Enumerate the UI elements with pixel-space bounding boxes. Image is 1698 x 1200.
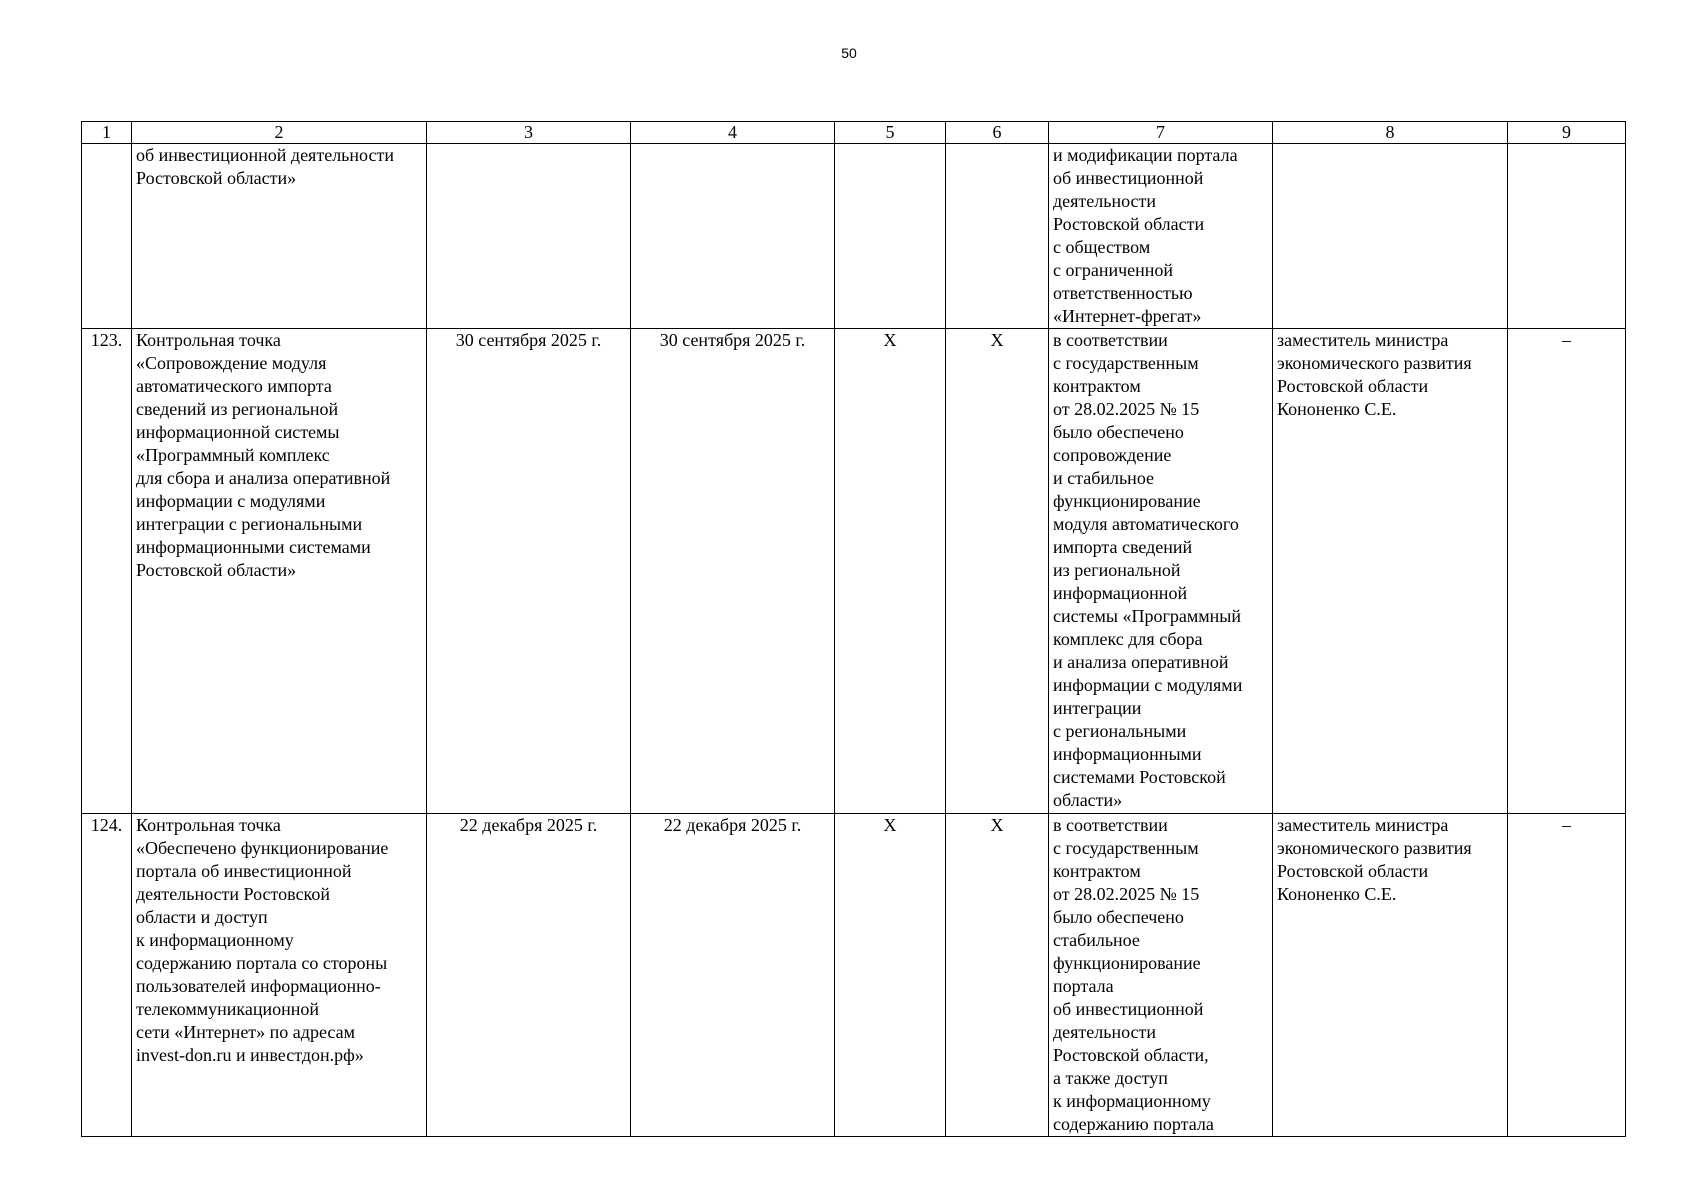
plan-date-cell bbox=[427, 144, 631, 329]
event-name-cell: Контрольная точка «Обеспечено функционирование портала об инвестиционной деятельности Ростовской области и доступ к информационному содержанию портала со стороны пользователей информационно- телекоммуникационной сети «Интернет» по адресам invest-don.ru и инвестдон.рф» bbox=[132, 814, 427, 1137]
col9-cell: – bbox=[1508, 814, 1626, 1137]
header-cell-5: 5 bbox=[835, 122, 946, 144]
fact-date-cell: 22 декабря 2025 г. bbox=[631, 814, 835, 1137]
responsible-cell: заместитель министра экономического развития Ростовской области Кононенко С.Е. bbox=[1273, 329, 1508, 814]
row-number-cell: 124. bbox=[82, 814, 132, 1137]
col9-cell: – bbox=[1508, 329, 1626, 814]
header-cell-4: 4 bbox=[631, 122, 835, 144]
event-name-cell: Контрольная точка «Сопровождение модуля автоматического импорта сведений из региональной информационной системы «Программный комплекс для сбора и анализа оперативной информации с модулями интеграции с региональными информационными системами Ростовской области» bbox=[132, 329, 427, 814]
execution-info-cell: в соответствии с государственным контрактом от 28.02.2025 № 15 было обеспечено сопровождение и стабильное функционирование модуля автоматического импорта сведений из региональной информационной системы «Программный комплекс для сбора и анализа оперативной информации с модулями интеграции с региональными информационными системами Ростовской области» bbox=[1049, 329, 1273, 814]
header-cell-9: 9 bbox=[1508, 122, 1626, 144]
fact-date-cell bbox=[631, 144, 835, 329]
header-cell-1: 1 bbox=[82, 122, 132, 144]
row-number-cell bbox=[82, 144, 132, 329]
col6-cell bbox=[946, 144, 1049, 329]
header-cell-6: 6 bbox=[946, 122, 1049, 144]
fact-date-cell: 30 сентября 2025 г. bbox=[631, 329, 835, 814]
table-header-row bbox=[82, 122, 1626, 144]
responsible-cell bbox=[1273, 144, 1508, 329]
responsible-cell: заместитель министра экономического развития Ростовской области Кононенко С.Е. bbox=[1273, 814, 1508, 1137]
col5-cell bbox=[835, 144, 946, 329]
col6-cell: X bbox=[946, 329, 1049, 814]
control-points-table bbox=[81, 121, 1626, 1137]
table-row bbox=[82, 329, 1626, 814]
page-number: 50 bbox=[841, 45, 857, 61]
table-row bbox=[82, 144, 1626, 329]
row-number-cell: 123. bbox=[82, 329, 132, 814]
plan-date-cell: 30 сентября 2025 г. bbox=[427, 329, 631, 814]
header-cell-8: 8 bbox=[1273, 122, 1508, 144]
execution-info-cell: и модификации портала об инвестиционной деятельности Ростовской области с обществом с ограниченной ответственностью «Интернет-фрегат» bbox=[1049, 144, 1273, 329]
header-cell-3: 3 bbox=[427, 122, 631, 144]
col6-cell: X bbox=[946, 814, 1049, 1137]
header-cell-7: 7 bbox=[1049, 122, 1273, 144]
col5-cell: X bbox=[835, 814, 946, 1137]
event-name-cell: об инвестиционной деятельности Ростовской области» bbox=[132, 144, 427, 329]
table-row bbox=[82, 814, 1626, 1137]
execution-info-cell: в соответствии с государственным контрактом от 28.02.2025 № 15 было обеспечено стабильное функционирование портала об инвестиционной деятельности Ростовской области, а также доступ к информационному содержанию портала bbox=[1049, 814, 1273, 1137]
col9-cell bbox=[1508, 144, 1626, 329]
plan-date-cell: 22 декабря 2025 г. bbox=[427, 814, 631, 1137]
header-cell-2: 2 bbox=[132, 122, 427, 144]
col5-cell: X bbox=[835, 329, 946, 814]
